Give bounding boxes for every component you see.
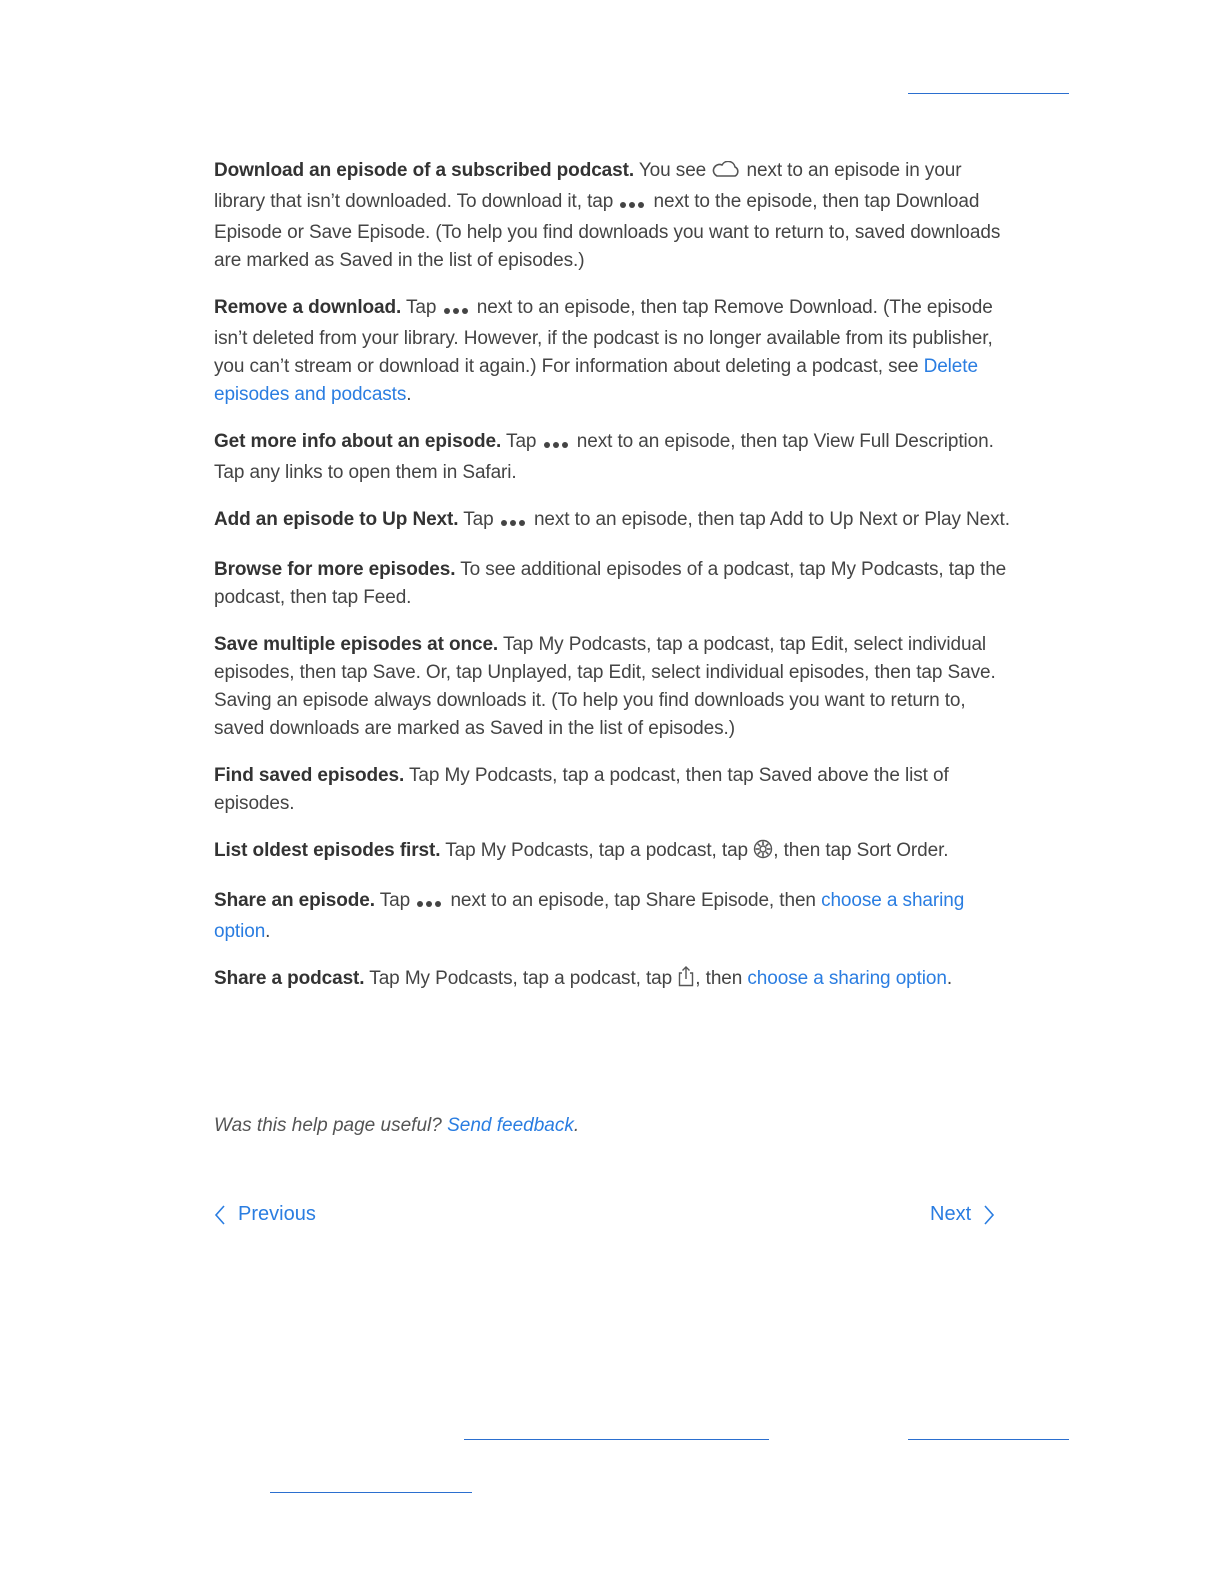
cloud-icon bbox=[711, 160, 741, 188]
item-lead: Save multiple episodes at once. bbox=[214, 634, 499, 655]
item-share-episode: Share an episode. Tap next to an episode, tap Share Episode, then choose a sharing option. bbox=[214, 890, 965, 942]
chevron-left-icon bbox=[214, 1204, 226, 1226]
previous-label: Previous bbox=[238, 1203, 316, 1225]
item-download-episode: Download an episode of a subscribed podcast. You see next to an episode in your library that isn’t downloaded. To download it, tap next to the episode, then tap Download Episode or Save Episode. (To help you find downloads you want to return to, saved downloads are marked as Saved in the list of episodes.) bbox=[214, 160, 1001, 271]
item-save-multiple: Save multiple episodes at once. Tap My Podcasts, tap a podcast, tap Edit, select individual episodes, then tap Save. Or, tap Unplayed, tap Edit, select individual episodes, then tap Save. Saving an episode always downloads it. (To help you find downloads you want to return to, saved downloads are marked as Saved in the list of episodes.) bbox=[214, 634, 996, 739]
item-lead: List oldest episodes first. bbox=[214, 840, 441, 861]
item-lead: Add an episode to Up Next. bbox=[214, 509, 459, 530]
item-more-info: Get more info about an episode. Tap next to an episode, then tap View Full Description. Tap any links to open them in Safari. bbox=[214, 431, 994, 483]
item-find-saved: Find saved episodes. Tap My Podcasts, tap a podcast, then tap Saved above the list of episodes. bbox=[214, 765, 949, 814]
chevron-right-icon bbox=[983, 1204, 995, 1226]
item-lead: Download an episode of a subscribed podcast. bbox=[214, 160, 635, 181]
item-up-next: Add an episode to Up Next. Tap next to an episode, then tap Add to Up Next or Play Next. bbox=[214, 506, 1014, 537]
gear-icon bbox=[753, 839, 773, 868]
item-lead: Share a podcast. bbox=[214, 968, 365, 989]
more-icon bbox=[442, 297, 472, 325]
item-lead: Find saved episodes. bbox=[214, 765, 405, 786]
choose-sharing-option-link[interactable]: choose a sharing option bbox=[747, 968, 947, 989]
more-icon bbox=[618, 191, 648, 219]
item-browse-episodes: Browse for more episodes. To see additional episodes of a podcast, tap My Podcasts, tap the podcast, then tap Feed. bbox=[214, 559, 1007, 608]
footer-rule bbox=[464, 1439, 769, 1440]
item-list-oldest: List oldest episodes first. Tap My Podcasts, tap a podcast, tap , then tap Sort Order. bbox=[214, 837, 1014, 868]
item-lead: Browse for more episodes. bbox=[214, 559, 456, 580]
footer-rule bbox=[908, 1439, 1069, 1440]
more-icon bbox=[415, 890, 445, 918]
item-share-podcast: Share a podcast. Tap My Podcasts, tap a podcast, tap , then choose a sharing option. bbox=[214, 965, 1014, 996]
delete-episodes-link[interactable]: Delete episodes and podcasts bbox=[214, 356, 978, 405]
choose-sharing-option-link[interactable]: choose a sharing option bbox=[214, 890, 965, 942]
previous-button[interactable] bbox=[214, 1203, 316, 1226]
help-content bbox=[214, 157, 1014, 1015]
next-label: Next bbox=[930, 1203, 972, 1225]
top-right-rule bbox=[908, 93, 1069, 94]
more-icon bbox=[499, 509, 529, 537]
footer-rule bbox=[270, 1492, 472, 1493]
feedback-prompt: Was this help page useful? Send feedback. bbox=[214, 1115, 580, 1136]
item-lead: Get more info about an episode. bbox=[214, 431, 502, 452]
item-lead: Remove a download. bbox=[214, 297, 402, 318]
send-feedback-link[interactable]: Send feedback bbox=[447, 1115, 574, 1136]
more-icon bbox=[542, 431, 572, 459]
item-lead: Share an episode. bbox=[214, 890, 375, 911]
share-icon bbox=[677, 965, 695, 996]
next-button[interactable] bbox=[930, 1203, 995, 1226]
item-remove-download: Remove a download. Tap next to an episode, then tap Remove Download. (The episode isn’t deleted from your library. However, if the podcast is no longer available from its publisher, you can’t stream or download it again.) For information about deleting a podcast, see Delete episodes and podcasts. bbox=[214, 297, 993, 405]
